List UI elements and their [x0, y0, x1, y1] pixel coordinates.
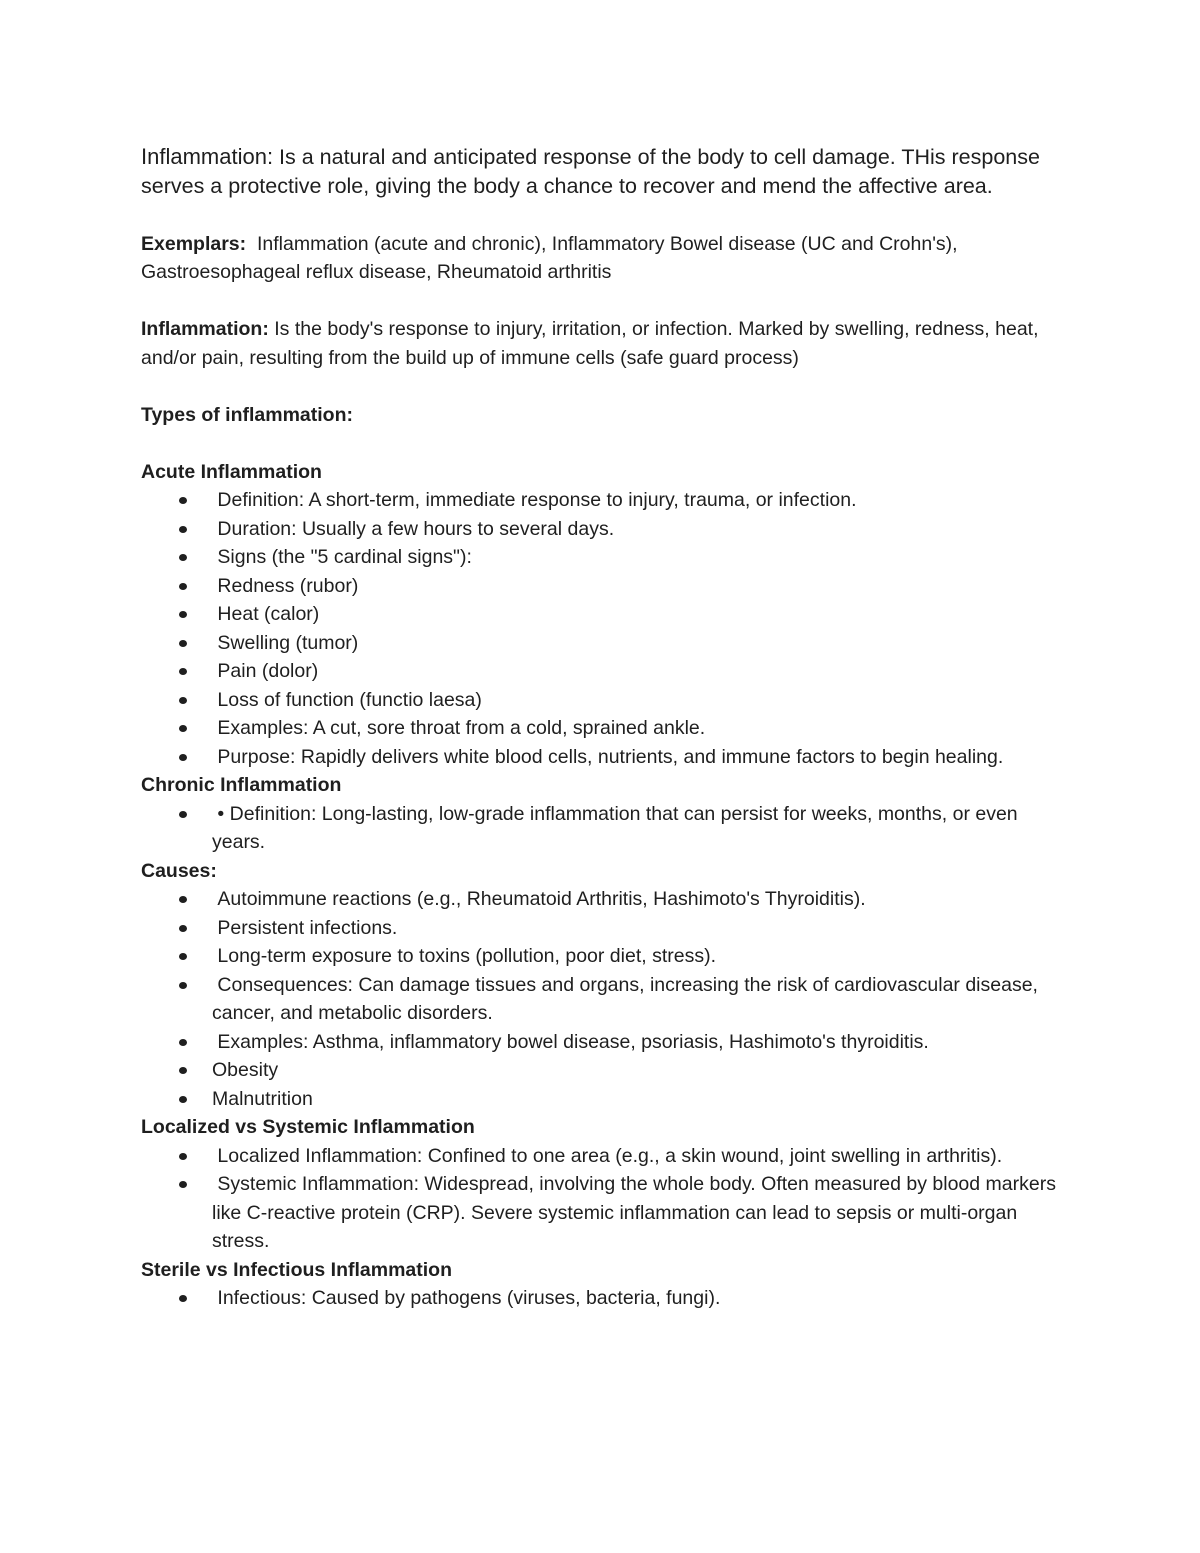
list-item	[141, 971, 1071, 1028]
list-item	[141, 1170, 1071, 1256]
list-item-text: Pain (dolor)	[212, 660, 319, 682]
definition-label: Inflammation:	[141, 318, 269, 340]
bullet-list	[141, 800, 1071, 857]
list-item-text: Examples: Asthma, inflammatory bowel disease, psoriasis, Hashimoto's thyroiditis.	[212, 1030, 929, 1053]
list-item-text: Examples: A cut, sore throat from a cold, sprained ankle.	[212, 717, 706, 739]
bullet-icon	[179, 1096, 187, 1103]
list-item	[141, 885, 1071, 914]
intro-text: Is a natural and anticipated response of the body to cell damage. THis response serves a protective role, giving the body a chance to recover and mend the affective area.	[141, 145, 1040, 198]
spacer	[141, 372, 1071, 401]
list-item-text: Purpose: Rapidly delivers white blood cells, nutrients, and immune factors to begin healing.	[212, 745, 1004, 768]
list-item	[141, 1085, 1071, 1114]
list-item-text: Localized Inflammation: Confined to one area (e.g., a skin wound, joint swelling in arthritis).	[212, 1144, 1003, 1167]
list-item-text: Persistent infections.	[212, 916, 398, 939]
list-item-text: Heat (calor)	[212, 603, 320, 625]
list-item	[141, 1056, 1071, 1085]
bullet-icon	[179, 1181, 187, 1188]
bullet-icon	[179, 1153, 187, 1160]
list-item	[141, 743, 1071, 772]
bullet-list	[141, 486, 1071, 771]
list-item-text: Loss of function (functio laesa)	[212, 688, 482, 711]
list-item-text: Duration: Usually a few hours to several days.	[212, 517, 615, 540]
list-item	[141, 942, 1071, 971]
list-item-text: Systemic Inflammation: Widespread, involving the whole body. Often measured by blood markers like C-reactive protein (CRP). Severe systemic inflammation can lead to sepsis or multi-organ stress.	[212, 1173, 1062, 1252]
bullet-icon	[179, 554, 187, 561]
bullet-icon	[179, 668, 187, 675]
list-item-text: Autoimmune reactions (e.g., Rheumatoid Arthritis, Hashimoto's Thyroiditis).	[212, 888, 866, 910]
bullet-icon	[179, 811, 187, 818]
list-item-text: • Definition: Long-lasting, low-grade inflammation that can persist for weeks, months, or even years.	[212, 802, 1024, 853]
list-item	[141, 1028, 1071, 1057]
list-item-text: Redness (rubor)	[212, 574, 359, 597]
list-item	[141, 914, 1071, 943]
exemplars-paragraph	[141, 230, 1071, 287]
spacer	[141, 429, 1071, 458]
bullet-icon	[179, 725, 187, 732]
bullet-icon	[179, 526, 187, 533]
bullet-icon	[179, 583, 187, 590]
list-item	[141, 1142, 1071, 1171]
exemplars-label: Exemplars:	[141, 232, 247, 255]
list-item-text: Obesity	[212, 1059, 279, 1081]
definition-text: Is the body's response to injury, irritation, or infection. Marked by swelling, redness, heat, and/or pain, resulting from the build up of immune cells (safe guard process)	[141, 318, 1039, 369]
bullet-icon	[179, 611, 187, 618]
list-item	[141, 714, 1071, 743]
bullet-icon	[179, 697, 187, 704]
list-item	[141, 543, 1071, 572]
section-heading: Localized vs Systemic Inflammation	[141, 1116, 475, 1138]
list-item	[141, 515, 1071, 544]
bullet-icon	[179, 1039, 187, 1046]
bullet-list	[141, 1142, 1071, 1256]
document-page	[141, 142, 1071, 1313]
bullet-icon	[179, 896, 187, 903]
bullet-icon	[179, 982, 187, 989]
exemplars-text: Inflammation (acute and chronic), Inflammatory Bowel disease (UC and Crohn's), Gastroesophageal reflux disease, Rheumatoid arthritis	[141, 232, 963, 283]
list-item	[141, 486, 1071, 515]
list-item-text: Malnutrition	[212, 1087, 313, 1110]
spacer	[141, 201, 1071, 230]
sections-container	[141, 458, 1071, 1313]
bullet-list	[141, 885, 1071, 1113]
bullet-icon	[179, 754, 187, 761]
list-item-text: Definition: A short-term, immediate response to injury, trauma, or infection.	[212, 489, 857, 511]
intro-label: Inflammation:	[141, 144, 274, 169]
list-item	[141, 686, 1071, 715]
list-item	[141, 629, 1071, 658]
bullet-icon	[179, 925, 187, 932]
list-item	[141, 800, 1071, 857]
section-heading: Acute Inflammation	[141, 460, 322, 483]
list-item-text: Infectious: Caused by pathogens (viruses, bacteria, fungi).	[212, 1287, 721, 1309]
section-heading: Chronic Inflammation	[141, 774, 342, 796]
bullet-icon	[179, 1295, 187, 1302]
bullet-icon	[179, 1067, 187, 1074]
list-item	[141, 1284, 1071, 1313]
list-item	[141, 600, 1071, 629]
definition-paragraph	[141, 315, 1071, 372]
bullet-list	[141, 1284, 1071, 1313]
list-item-text: Long-term exposure to toxins (pollution, poor diet, stress).	[212, 945, 716, 967]
bullet-icon	[179, 640, 187, 647]
bullet-icon	[179, 497, 187, 504]
bullet-icon	[179, 953, 187, 960]
types-heading: Types of inflammation:	[141, 403, 353, 426]
list-item	[141, 572, 1071, 601]
intro-paragraph	[141, 142, 1071, 201]
list-item-text: Signs (the "5 cardinal signs"):	[212, 546, 472, 568]
spacer	[141, 287, 1071, 316]
section-heading: Sterile vs Infectious Inflammation	[141, 1258, 452, 1281]
list-item	[141, 657, 1071, 686]
section-heading: Causes:	[141, 859, 217, 882]
list-item-text: Swelling (tumor)	[212, 631, 359, 654]
list-item-text: Consequences: Can damage tissues and organs, increasing the risk of cardiovascular disease, cancer, and metabolic disorders.	[212, 973, 1044, 1024]
